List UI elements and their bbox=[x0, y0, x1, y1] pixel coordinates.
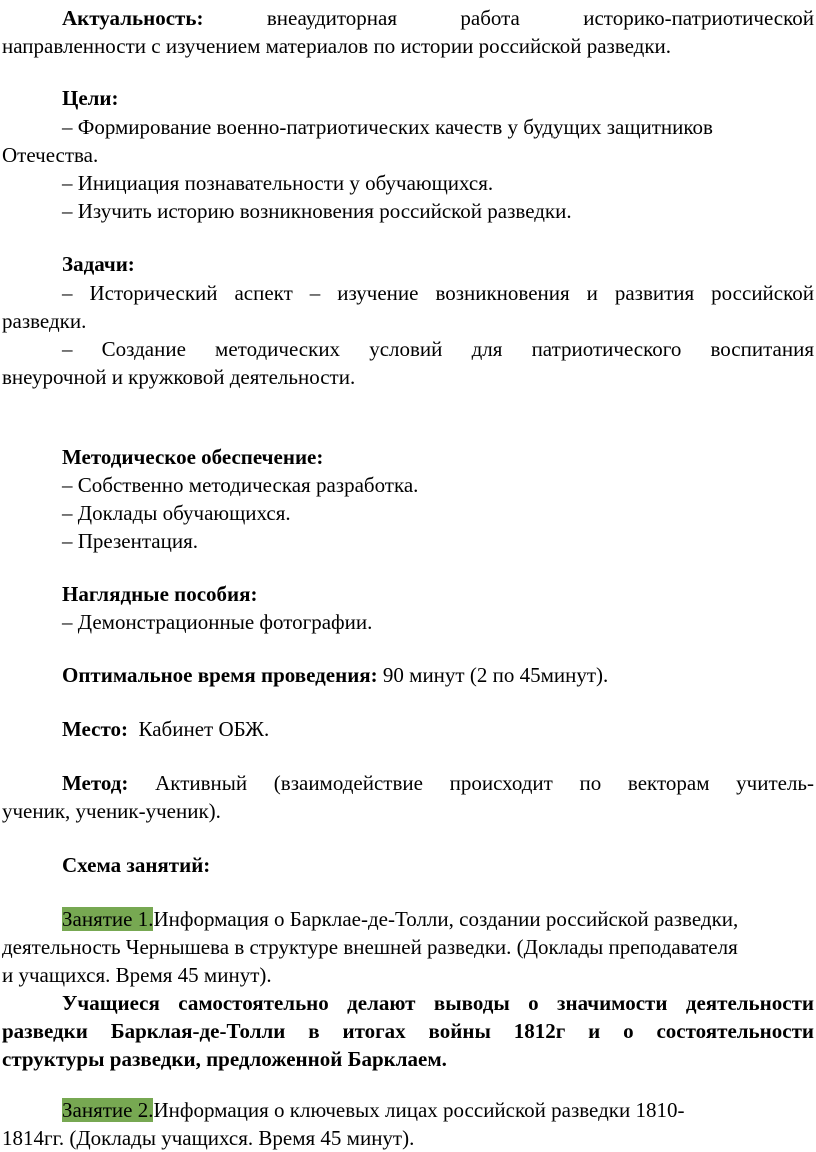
place-label: Место: bbox=[62, 717, 128, 741]
visual-aids-item-1: – Демонстрационные фотографии. bbox=[62, 610, 373, 634]
methodical-title bbox=[62, 443, 323, 471]
time-label: Оптимальное время проведения: bbox=[62, 663, 378, 687]
schema-title-text: Схема занятий: bbox=[62, 853, 211, 877]
goals-title-text: Цели: bbox=[62, 86, 119, 110]
lesson2-line-2: 1814гг. (Доклады учащихся. Время 45 минут). bbox=[2, 1126, 415, 1150]
tasks-title-text: Задачи: bbox=[62, 252, 135, 276]
tasks-title bbox=[62, 250, 135, 278]
schema-title bbox=[62, 851, 210, 879]
methodical-item-3: – Презентация. bbox=[62, 529, 198, 553]
lesson1-line-1 bbox=[62, 905, 738, 933]
relevance-line-1 bbox=[62, 4, 814, 32]
lesson1-text-1: Информация о Барклае-де-Толли, создании российской разведки, bbox=[153, 907, 739, 931]
lesson1-bold-line-3 bbox=[2, 1045, 447, 1073]
goals-title bbox=[62, 84, 119, 112]
goals-item-1-line-1: – Формирование военно-патриотических качеств у будущих защитников bbox=[62, 115, 713, 139]
lesson1-bold-line-2 bbox=[2, 1017, 814, 1045]
tasks-item-1-text: – Исторический аспект – изучение возникновения и развития российской bbox=[62, 281, 814, 305]
relevance-label: Актуальность: bbox=[62, 6, 204, 30]
goals-item-3: – Изучить историю возникновения российской разведки. bbox=[62, 199, 572, 223]
lesson1-bold-text-1: Учащиеся самостоятельно делают выводы о значимости деятельности bbox=[62, 991, 814, 1015]
method-line-1 bbox=[62, 769, 814, 797]
tasks-item-1-line-1 bbox=[62, 279, 814, 307]
method-value: Активный (взаимодействие происходит по векторам учитель- bbox=[155, 771, 815, 795]
lesson2-line-1 bbox=[62, 1096, 684, 1124]
methodical-title-text: Методическое обеспечение: bbox=[62, 445, 324, 469]
tasks-item-2-line-1 bbox=[62, 335, 814, 363]
tasks-item-2-text: – Создание методических условий для патриотического воспитания bbox=[62, 337, 814, 361]
lesson2-text-1: Информация о ключевых лицах российской разведки 1810- bbox=[153, 1098, 685, 1122]
place-line bbox=[62, 715, 269, 743]
tasks-item-1-line-2: разведки. bbox=[2, 309, 87, 333]
lesson1-bold-text-3: структуры разведки, предложенной Барклаем. bbox=[2, 1047, 447, 1071]
tasks-item-2-line-2: внеурочной и кружковой деятельности. bbox=[2, 365, 356, 389]
lesson1-tag: Занятие 1. bbox=[62, 907, 154, 931]
method-label: Метод: bbox=[62, 771, 129, 795]
lesson1-line-2: деятельность Чернышева в структуре внешней разведки. (Доклады преподавателя bbox=[2, 935, 738, 959]
goals-item-1-line-2: Отечества. bbox=[2, 143, 99, 167]
methodical-item-2: – Доклады обучающихся. bbox=[62, 501, 291, 525]
lesson1-bold-line-1 bbox=[62, 989, 814, 1017]
visual-aids-title-text: Наглядные пособия: bbox=[62, 582, 258, 606]
visual-aids-title bbox=[62, 580, 258, 608]
relevance-line-2: направленности с изучением материалов по истории российской разведки. bbox=[2, 34, 672, 58]
method-line-2: ученик, ученик-ученик). bbox=[2, 799, 221, 823]
methodical-item-1: – Собственно методическая разработка. bbox=[62, 473, 419, 497]
relevance-text: внеаудиторная работа историко-патриотической bbox=[266, 6, 814, 30]
lesson2-tag: Занятие 2. bbox=[62, 1098, 154, 1122]
time-line bbox=[62, 661, 608, 689]
lesson1-line-3: и учащихся. Время 45 минут). bbox=[2, 963, 272, 987]
place-value: Кабинет ОБЖ. bbox=[127, 717, 270, 741]
time-value: 90 минут (2 по 45минут). bbox=[377, 663, 609, 687]
lesson1-bold-text-2: разведки Барклая-де-Толли в итогах войны 1812г и о состоятельности bbox=[2, 1019, 814, 1043]
goals-item-2: – Инициация познавательности у обучающихся. bbox=[62, 171, 494, 195]
